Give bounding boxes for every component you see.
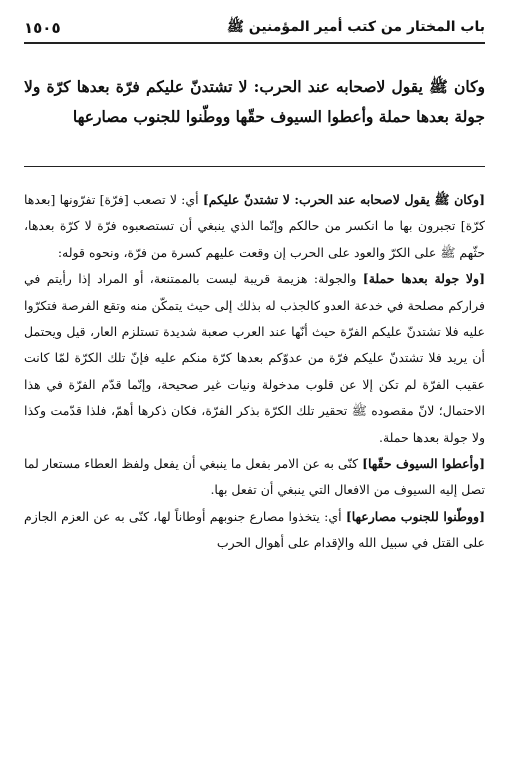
page-header (24, 14, 485, 44)
commentary-paragraph (24, 451, 485, 504)
lemma: [وكان ﷺ يقول لاصحابه عند الحرب: لا تشتدنّ عليكم] (202, 192, 485, 207)
commentary (24, 187, 485, 557)
commentary-text: والجولة: هزيمة قريبة ليست بالممتنعة، أو المراد إذا رأيتم في فراركم مصلحة في خدعة العدو كالجذب له بذلك إلى حيث يتمكّن منه وتقع الفرصة فتكرّوا عليه فلا تشتدنّ عليكم الفرّة حيث أنّها عند العرب صعبة شديدة تستلزم العار، قيل ويحتمل أن يريد فلا تشتدنّ عليكم فرّة من عدوّكم بعدها كرّة منكم عليه فإنّ تلك الكرّة لمّا كانت عقيب الفرّة لم تكن إلا عن قلوب مدخولة ونيات غير صحيحة، وإنّما قدّم الفرّة في هذا الاحتمال؛ لانّ مقصوده ﷺ تحقير تلك الكرّة بذكر الفرّة، فكان ذكرها أهمّ، فلذا قدّمت وكذا ولا جولة بعدها حملة. (24, 271, 485, 445)
lemma: [وأعطوا السيوف حقّها] (362, 456, 485, 472)
commentary-text: أي: يتخذوا مصارع جنوبهم أوطاناً لها، كنّى به عن العزم الجازم على القتل في سبيل الله والإقدام على أهوال الحرب (24, 508, 485, 551)
lemma: [ولا جولة بعدها حملة] (362, 271, 485, 287)
commentary-paragraph (24, 504, 485, 557)
main-text: وكان ﷺ يقول لاصحابه عند الحرب: لا تشتدنّ عليكم فرّة بعدها كرّة ولا جولة بعدها حملة وأعطوا السيوف حقّها ووطّنوا للجنوب مصارعها (24, 77, 485, 126)
lemma: [ووطّنوا للجنوب مصارعها] (345, 508, 485, 524)
commentary-paragraph (24, 187, 485, 266)
commentary-text: أي: لا تصعب [فرّة] تفرّونها [بعدها كرّة] تجبرون بها ما انكسر من حالكم وإنّما الذي ينبغي أن تستصعبوه فرّة لا كرّة بعدها، حثّهم ﷺ على الكرّ والعود على الحرب إن وقعت عليهم كسرة من فرّة، ونحوه قوله: (24, 192, 485, 260)
commentary-text: كنّى به عن الامر بفعل ما ينبغي أن يفعل ولفظ العطاء مستعار لما تصل إليه السيوف من الافعال التي ينبغي أن تفعل بها. (24, 456, 485, 498)
chapter-title: باب المختار من كتب أمير المؤمنين ﷺ (226, 19, 485, 35)
separator-line (24, 166, 485, 167)
commentary-paragraph (24, 266, 485, 451)
page-number: ١٥٠٥ (24, 19, 61, 37)
